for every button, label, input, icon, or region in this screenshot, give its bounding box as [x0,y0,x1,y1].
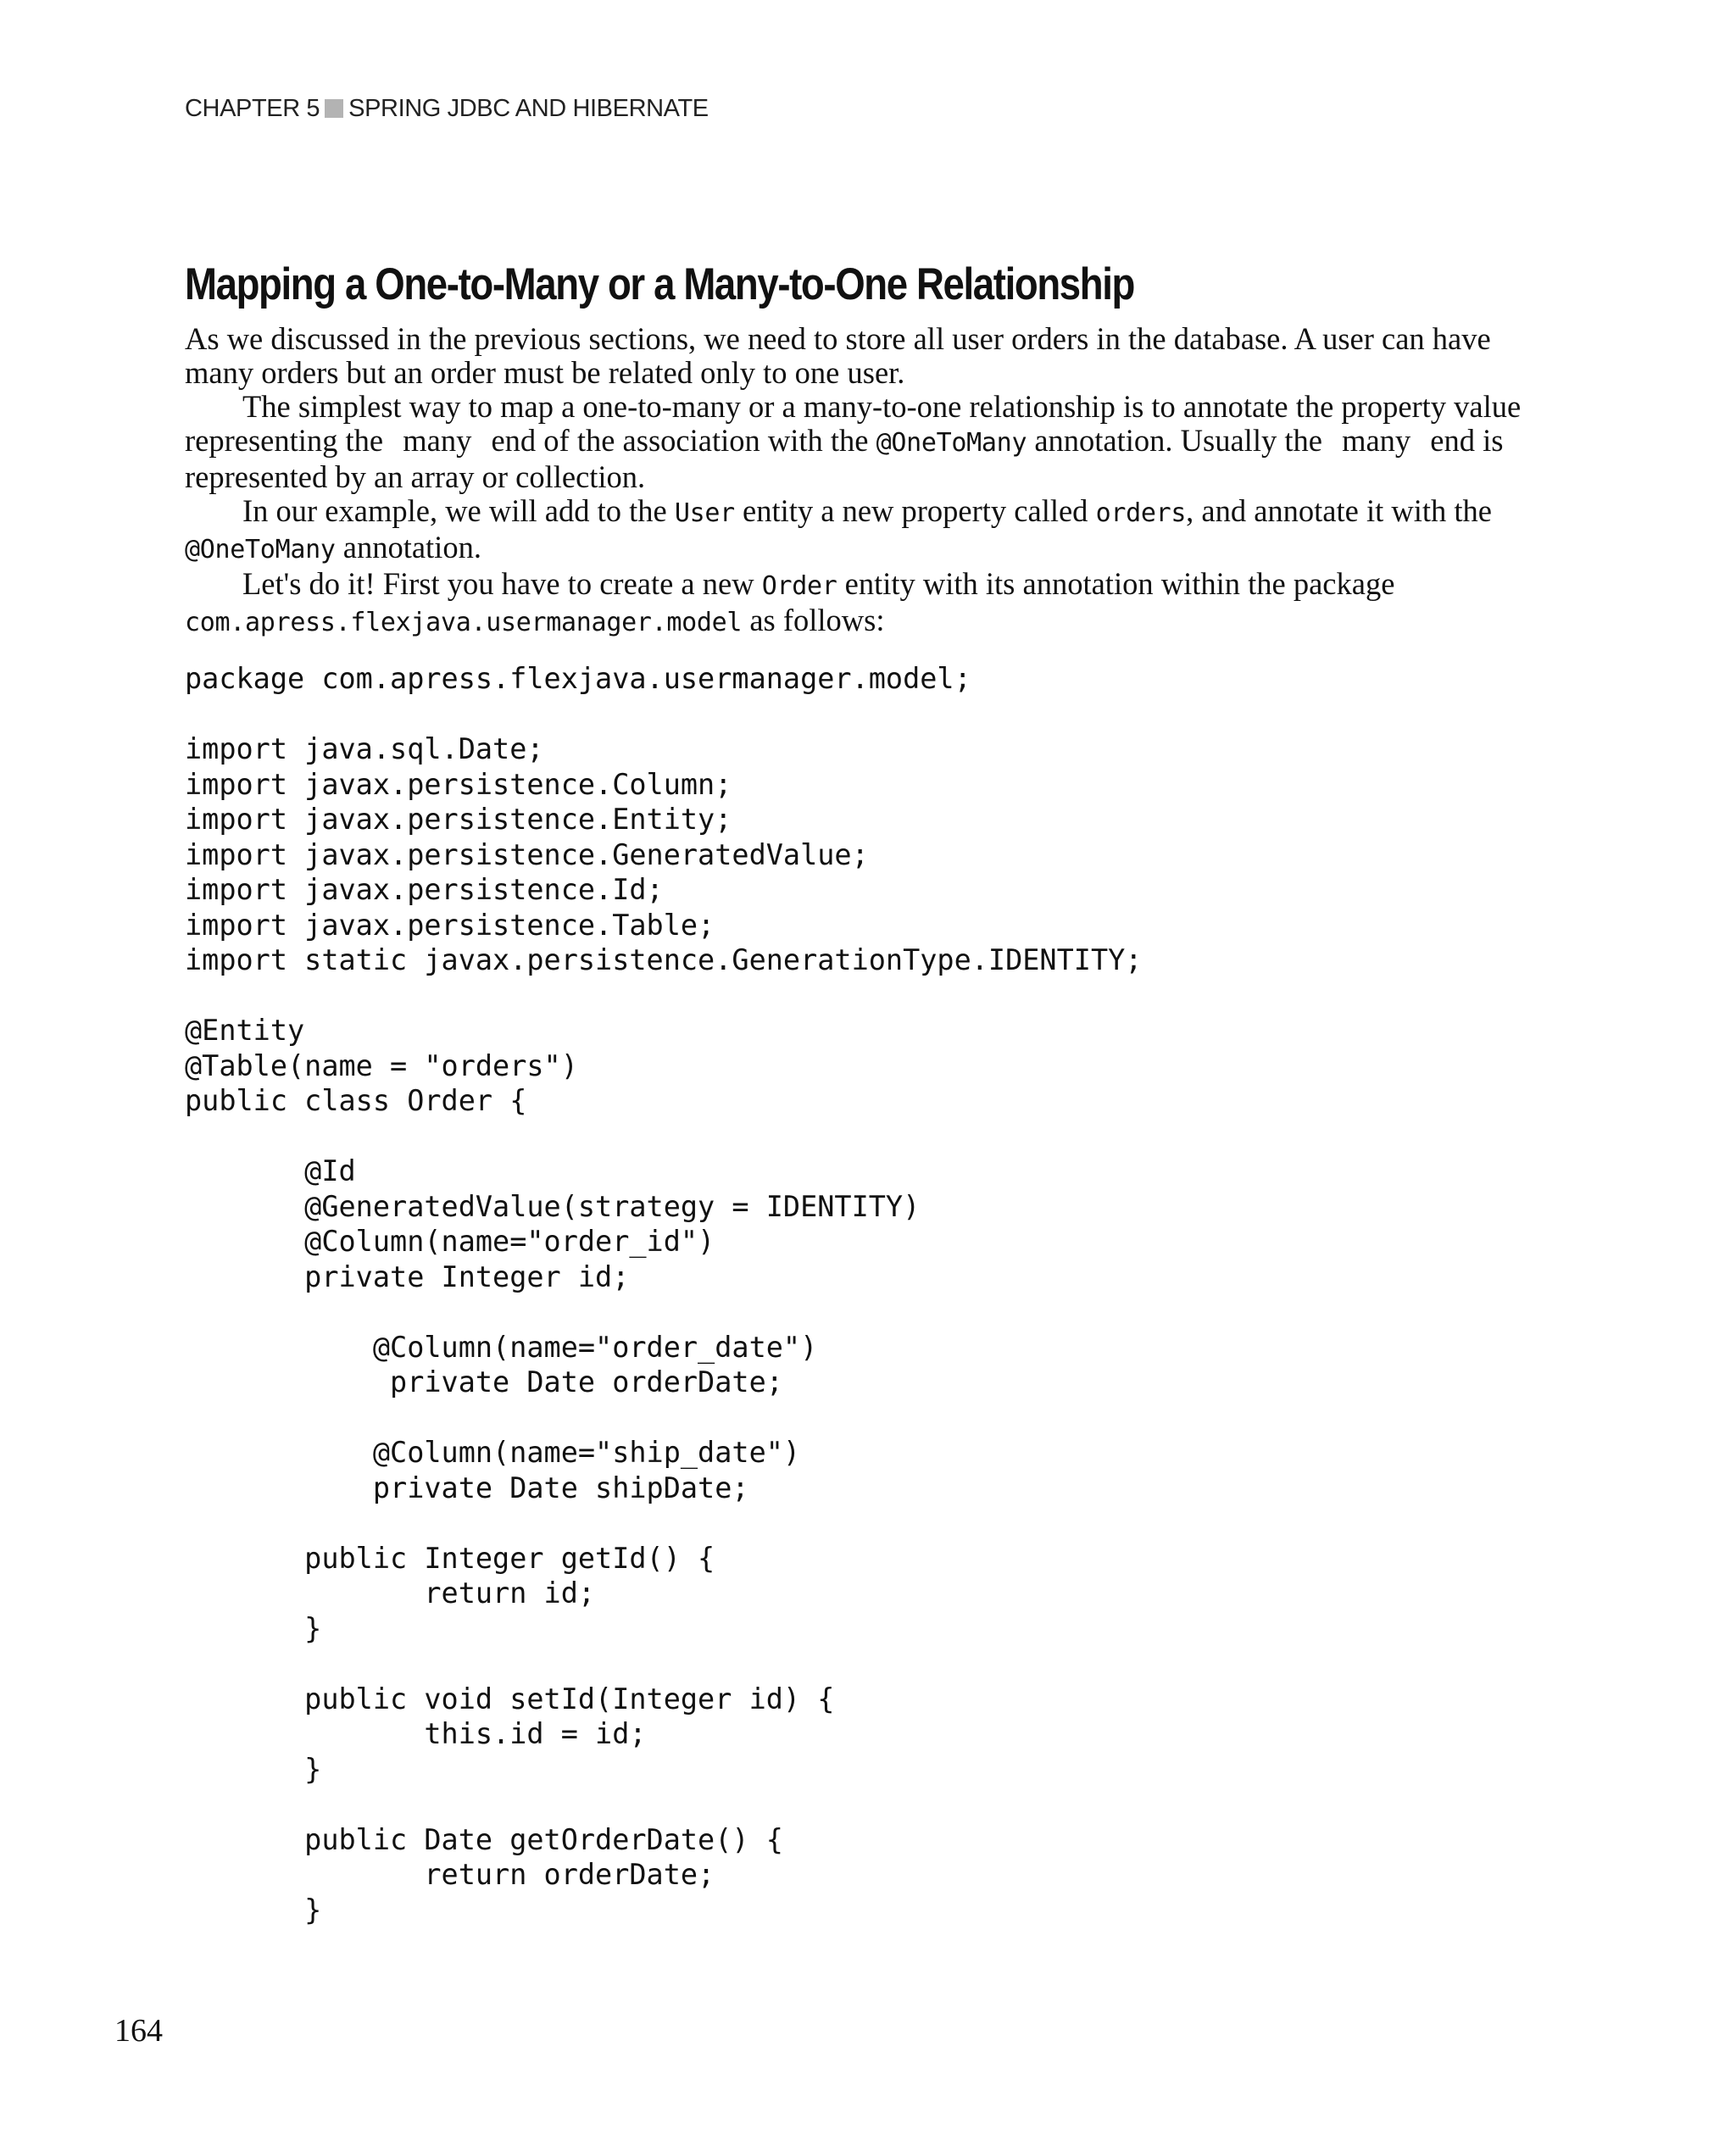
body-text [185,322,1541,640]
paragraph-3-text-d: annotation. [342,530,481,564]
paragraph-2-quoted-many: many [403,423,472,458]
inline-code-onetomany-2: @OneToMany [185,535,336,564]
inline-code-orders: orders [1095,498,1187,528]
page-number: 164 [114,2013,163,2049]
running-head-separator-square [325,99,343,118]
inline-code-user: User [674,498,735,528]
paragraph-1: As we discussed in the previous sections, we need to store all user orders in the database. A user can have many orders but an order must be related only to one user. [185,321,1491,390]
paragraph-4-text-c: as follows: [749,603,885,637]
paragraph-2 [185,390,1541,494]
running-head-title: SPRING JDBC AND HIBERNATE [348,95,709,122]
paragraph-2-text-b: end of the association with the [491,423,869,458]
inline-code-onetomany: @OneToMany [876,428,1027,458]
section-heading: Mapping a One-to-Many or a Many-to-One Relationship [185,259,1135,309]
paragraph-2-quoted-many-2: many [1342,423,1411,458]
inline-code-package-name: com.apress.flexjava.usermanager.model [185,608,743,637]
code-listing: package com.apress.flexjava.usermanager.model; import java.sql.Date; import javax.persistence.Column; import javax.persistence.Entity; import javax.persistence.GeneratedValue; import javax.persistence.Id; import javax.persistence.Table; import static javax.persistence.GenerationType.IDENTITY; @Entity @Table(name = "orders") public class Order { @Id @GeneratedValue(strategy = IDENTITY) @Column(name="order_id") private Integer id; @Column(name="order_date") private Date orderDate; @Column(name="ship_date") private Date shipDate; public Integer getId() { return id; } public void setId(Integer id) { this.id = id; } public Date getOrderDate() { return orderDate; } [185,662,1143,1927]
paragraph-4-text-a: Let's do it! First you have to create a new [242,566,754,601]
paragraph-2-text-a: The simplest way to map a one-to-many or a many-to-one relationship is to annotate the property value representing the [185,389,1522,458]
paragraph-3-text-c: , and annotate it with the [1186,493,1492,528]
paragraph-3 [185,494,1541,567]
running-head-chapter: CHAPTER 5 [185,95,320,122]
running-head [185,95,709,123]
paragraph-2-text-c: annotation. Usually the [1034,423,1322,458]
inline-code-order: Order [761,571,837,601]
paragraph-3-text-b: entity a new property called [743,493,1088,528]
paragraph-4 [185,567,1541,640]
paragraph-4-text-b: entity with its annotation within the package [844,566,1395,601]
paragraph-2-text-d: end is represented by an array or collection. [185,423,1504,494]
paragraph-3-text-a: In our example, we will add to the [242,493,667,528]
